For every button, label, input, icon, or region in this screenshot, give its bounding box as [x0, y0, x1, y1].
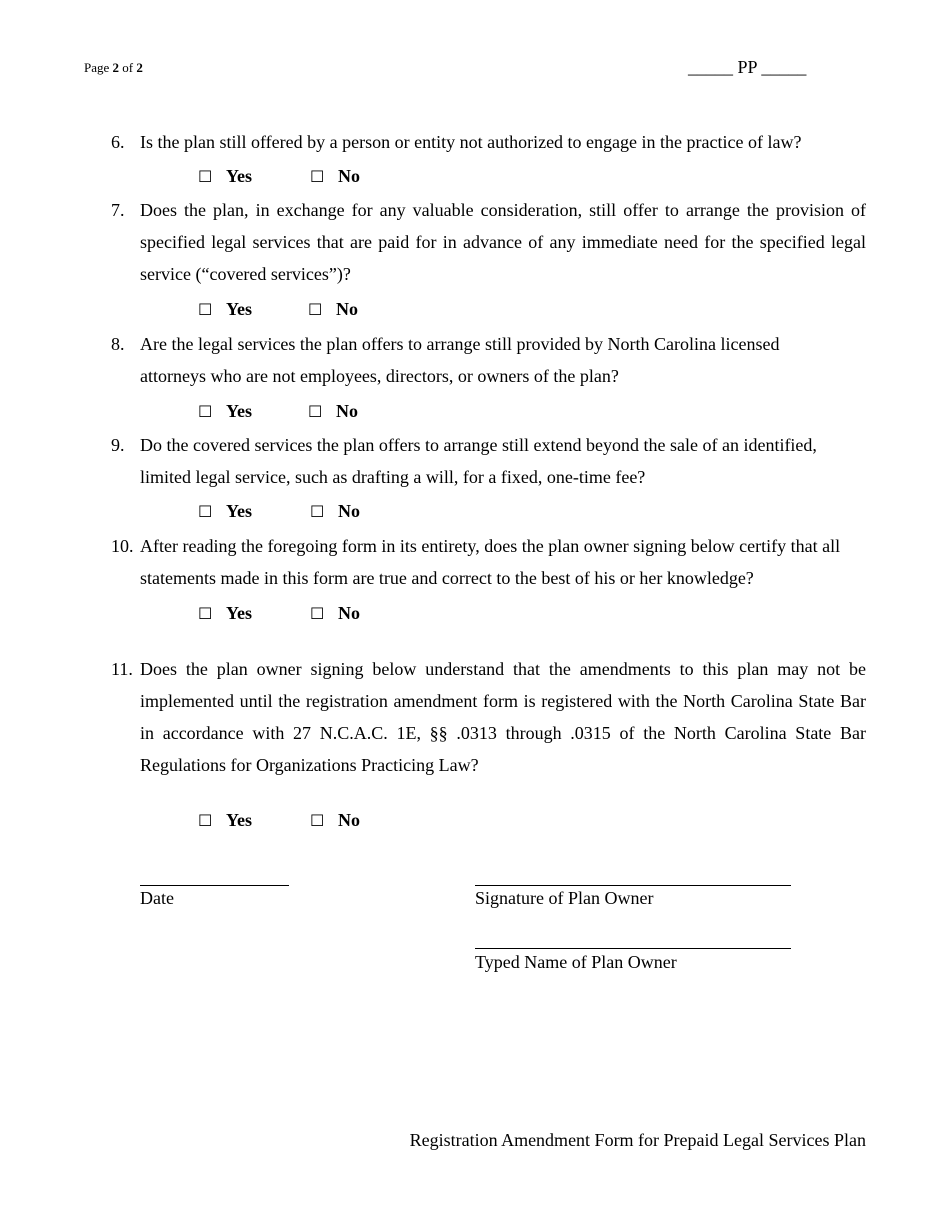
question-number: 9.: [111, 435, 125, 455]
checkbox-icon[interactable]: ☐: [310, 604, 325, 623]
yes-option-8[interactable]: ☐ Yes: [198, 401, 252, 421]
checkbox-icon[interactable]: ☐: [198, 811, 213, 830]
checkbox-icon[interactable]: ☐: [308, 402, 323, 421]
page-number: Page 2 of 2: [84, 60, 143, 75]
typed-name-line[interactable]: [475, 948, 791, 949]
checkbox-icon[interactable]: ☐: [198, 604, 213, 623]
form-footer-title: Registration Amendment Form for Prepaid Legal Services Plan: [409, 1130, 866, 1150]
checkbox-icon[interactable]: ☐: [310, 811, 325, 830]
question-number: 8.: [111, 334, 125, 354]
no-option-9[interactable]: ☐ No: [310, 501, 360, 521]
question-text: Does the plan owner signing below understand that the amendments to this plan may not be implemented until the registration amendment form is registered with the North Carolina State Bar in accordance with 27 N.C.A.C. 1E, §§ .0313 through .0315 of the North Carolina State Bar Regulations for Organizations Practicing Law?: [140, 659, 866, 775]
checkbox-icon[interactable]: ☐: [308, 300, 323, 319]
question-number: 10.: [111, 536, 134, 556]
checkbox-icon[interactable]: ☐: [310, 167, 325, 186]
no-option-7[interactable]: ☐ No: [308, 299, 358, 319]
checkbox-icon[interactable]: ☐: [310, 502, 325, 521]
no-option-6[interactable]: ☐ No: [310, 166, 360, 186]
checkbox-icon[interactable]: ☐: [198, 300, 213, 319]
question-text: Do the covered services the plan offers to arrange still extend beyond the sale of an identified, limited legal service, such as drafting a will, for a fixed, one-time fee?: [140, 435, 817, 487]
question-number: 7.: [111, 200, 125, 220]
checkbox-icon[interactable]: ☐: [198, 167, 213, 186]
yes-option-11[interactable]: ☐ Yes: [198, 810, 252, 830]
yes-option-7[interactable]: ☐ Yes: [198, 299, 252, 319]
question-number: 6.: [111, 132, 125, 152]
checkbox-icon[interactable]: ☐: [198, 502, 213, 521]
question-text: Does the plan, in exchange for any valuable consideration, still offer to arrange the provision of specified legal services that are paid for in advance of any immediate need for the specified legal service (“covered services”)?: [140, 200, 866, 284]
yes-option-9[interactable]: ☐ Yes: [198, 501, 252, 521]
yes-option-10[interactable]: ☐ Yes: [198, 603, 252, 623]
question-text: After reading the foregoing form in its entirety, does the plan owner signing below certify that all statements made in this form are true and correct to the best of his or her knowledge?: [140, 536, 841, 588]
question-number: 11.: [111, 659, 133, 679]
no-option-8[interactable]: ☐ No: [308, 401, 358, 421]
typed-name-label: Typed Name of Plan Owner: [475, 952, 677, 972]
pp-number-field: _____ PP _____: [688, 57, 807, 77]
date-label: Date: [140, 888, 174, 908]
yes-option-6[interactable]: ☐ Yes: [198, 166, 252, 186]
signature-label: Signature of Plan Owner: [475, 888, 654, 908]
question-text: Is the plan still offered by a person or entity not authorized to engage in the practice of law?: [140, 132, 802, 152]
checkbox-icon[interactable]: ☐: [198, 402, 213, 421]
signature-line[interactable]: [475, 885, 791, 886]
no-option-10[interactable]: ☐ No: [310, 603, 360, 623]
date-line[interactable]: [140, 885, 289, 886]
question-text: Are the legal services the plan offers to arrange still provided by North Carolina licensed attorneys who are not employees, directors, or owners of the plan?: [140, 334, 780, 386]
no-option-11[interactable]: ☐ No: [310, 810, 360, 830]
